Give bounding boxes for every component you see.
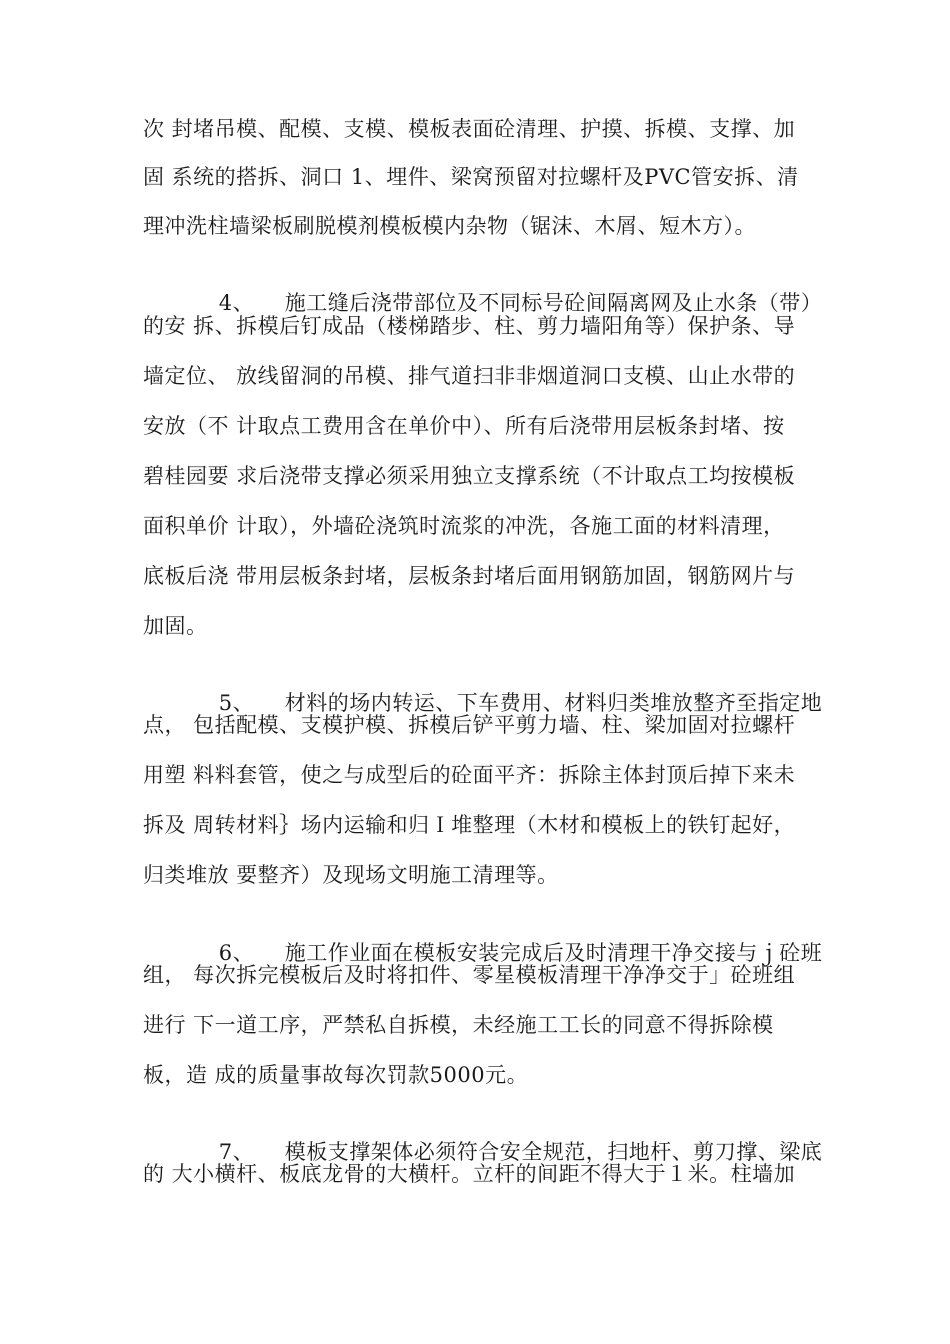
text-line: 用塑 料料套管，使之与成型后的砼面平齐：拆除主体封顶后掉下来未 [143,763,796,787]
text-line: 加固。 [143,614,208,638]
text-line: 模板支撑架体必须符合安全规范，扫地杆、剪刀撑、梁底 [284,1140,823,1164]
item-number: 7、 [218,1140,255,1164]
text-line: 材料的场内转运、下车费用、材料归类堆放整齐至指定地 [284,691,823,715]
text-line: 安放（不 计取点工费用含在单价中）、所有后浇带用层板条封堵、按 [143,414,785,438]
paragraph-5-first-line [190,661,880,715]
text-line: 碧桂园要 求后浇带支撑必须采用独立支撑系统（不计取点工均按模板 [143,464,796,488]
text-line: 拆及 周转材料｝场内运输和归Ｉ堆整理（木材和模板上的铁钉起好， [143,813,796,837]
text-line: 施工作业面在模板安装完成后及时清理干净交接与ｊ砼班 [284,941,823,965]
text-line: 的 大小横杆、板底龙骨的大横杆。立杆的间距不得大于１米。柱墙加 [143,1162,796,1186]
text-line: 施工缝后浇带部位及不同标号砼间隔离网及止水条（带） [284,291,823,315]
paragraph-4-first-line [190,261,880,315]
text-line: 墙定位、 放线留洞的吊模、排气道扫非非烟道洞口支模、山止水带的 [143,364,796,388]
item-number: 6、 [218,941,255,965]
text-line: 进行 下一道工序，严禁私自拆模，未经施工工长的同意不得拆除模 [143,1013,774,1037]
text-line: 底板后浇 带用层板条封堵，层板条封堵后面用钢筋加固，钢筋网片与 [143,564,796,588]
paragraph-7-first-line [190,1110,880,1164]
text-line: 的安 拆、拆模后钉成品（楼梯踏步、柱、剪力墙阳角等）保护条、导 [143,314,796,338]
item-number: 4、 [218,291,255,315]
text-line: 理冲洗柱墙梁板刷脱模剂模板模内杂物（锯沫、木屑、短木方）。 [143,214,756,238]
text-line: 组， 每次拆完模板后及时将扣件、零星模板清理干净净交于」砼班组 [143,963,796,987]
text-line: 固 系统的搭拆、洞口 1、埋件、梁窝预留对拉螺杆及PVC管安拆、清 [143,165,799,189]
item-number: 5、 [218,691,255,715]
paragraph-6-first-line [190,911,880,965]
text-line: 面积单价 计取），外墙砼浇筑时流浆的冲洗，各施工面的材料清理， [143,514,785,538]
text-line: 板，造 成的质量事故每次罚款5000元。 [143,1063,529,1087]
text-line: 次 封堵吊模、配模、支模、模板表面砼清理、护摸、拆模、支撑、加 [143,117,796,141]
text-line: 点， 包括配模、支模护模、拆模后铲平剪力墙、柱、梁加固对拉螺杆 [143,713,796,737]
text-line: 归类堆放 要整齐）及现场文明施工清理等。 [143,863,559,887]
